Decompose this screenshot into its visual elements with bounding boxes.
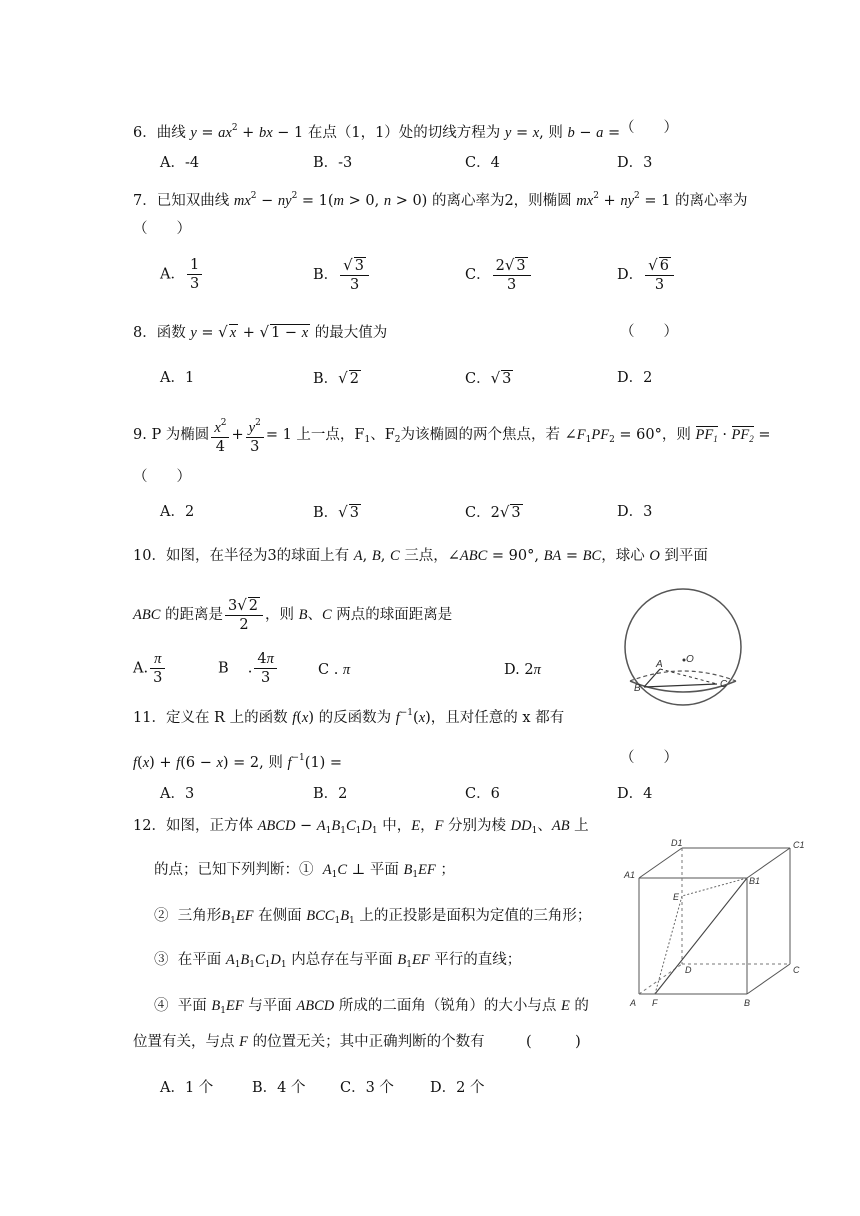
q9-paren: （ ） bbox=[133, 469, 191, 485]
q8-paren: （ ） bbox=[620, 324, 678, 340]
q6-paren: （ ） bbox=[620, 120, 678, 136]
q9-option-a: A．2 bbox=[160, 504, 195, 520]
q10-stem-line2: ABC 的距离是 $\frac{3√ 2}{2}$ ，则 B、C 两点的球面距离是 bbox=[133, 596, 453, 633]
q10-option-c: C . π bbox=[318, 662, 351, 678]
q11-option-c: C．6 bbox=[465, 786, 500, 802]
q11-option-b: B．2 bbox=[313, 786, 348, 802]
q7-option-d: D． $\frac{√ 6}{3}$ bbox=[617, 256, 676, 294]
q6-option-d: D．3 bbox=[617, 155, 653, 171]
q6-option-c: C．4 bbox=[465, 155, 500, 171]
q11-option-d: D．4 bbox=[617, 786, 653, 802]
label-a: A bbox=[656, 659, 663, 670]
label-d: D bbox=[685, 965, 692, 975]
q8-option-c: C．√ 3 bbox=[465, 369, 512, 387]
label-e: E bbox=[673, 892, 680, 902]
q7-option-b: B． $\frac{√ 3}{3}$ bbox=[313, 256, 371, 294]
q9-stem: 9. P 为椭圆 $\frac{x^2}{4}$ + $\frac{y^2}{3}$ = 1 上一点，$F_1$、$F_2$为该椭圆的两个焦点，若 $\angle F_1PF_2 = 60^\circ$，则 $PF_1 \cdot PF_2$ = bbox=[133, 414, 771, 456]
q9-option-d: D．3 bbox=[617, 504, 653, 520]
segment-e-f bbox=[655, 896, 682, 994]
q12-line4: ③ 在平面 $A_1B_1C_1D_1$ 内总存在与平面 $B_1EF$ 平行的直线； bbox=[154, 952, 522, 970]
label-f: F bbox=[652, 998, 658, 1008]
sphere-figure bbox=[622, 585, 744, 710]
label-d1: D1 bbox=[671, 838, 683, 848]
segment-b1-f bbox=[655, 878, 747, 994]
q8-stem: 8．函数 y = √ x + √ 1 − x 的最大值为 bbox=[133, 323, 388, 341]
q8-option-b: B．√ 2 bbox=[313, 369, 359, 387]
label-c: C bbox=[720, 679, 728, 690]
q10-option-d: D. 2π bbox=[504, 662, 541, 678]
q7-stem: 7．已知双曲线 $mx^2 - ny^2 = 1(m > 0$, n > 0) 的离心率为2，则椭圆 $mx^2 + ny^2 = 1$ 的离心率为 bbox=[133, 191, 748, 209]
label-b: B bbox=[744, 998, 751, 1008]
q7-option-c: C． $\frac{2√ 3}{3}$ bbox=[465, 256, 533, 294]
q8-option-d: D．2 bbox=[617, 370, 653, 386]
segment-bc bbox=[644, 684, 717, 687]
q6-stem: 6．曲线 $y = ax^2$ + bx − 1 在点（1，1）处的切线方程为 y = x, 则 b − a = bbox=[133, 123, 621, 141]
q10-stem-line1: 10．如图，在半径为3的球面上有 A, B, C 三点，∠ABC = 90°, BA = BC，球心 O 到平面 bbox=[133, 548, 708, 564]
q10-option-a: A. $\frac{\pi}{3}$ bbox=[133, 650, 167, 687]
q12-line3: ② 三角形$B_1EF$ 在侧面 $BCC_1B_1$ 上的正投影是面积为定值的三角形； bbox=[154, 908, 592, 926]
q12-paren: ( ) bbox=[526, 1034, 581, 1050]
q8-option-a: A．1 bbox=[160, 370, 195, 386]
q12-option-a: A．1 个 bbox=[160, 1080, 214, 1096]
q7-paren: （ ） bbox=[133, 221, 191, 237]
q11-option-a: A．3 bbox=[160, 786, 195, 802]
label-c1: C1 bbox=[793, 840, 805, 850]
cube-figure bbox=[622, 834, 812, 1014]
label-a: A bbox=[630, 998, 637, 1008]
q12-line1: 12．如图，正方体 ABCD − $A_1B_1C_1D_1$ 中，E，F 分别为棱 $DD_1$、AB 上 bbox=[133, 818, 589, 836]
label-b: B bbox=[634, 683, 641, 694]
label-o: O bbox=[686, 654, 694, 665]
q12-line5: ④ 平面 $B_1EF$ 与平面 ABCD 所成的二面角（锐角）的大小与点 E 的 bbox=[154, 998, 589, 1016]
q12-line2: 的点；已知下列判断：① $A_1C$ ⊥ 平面 $B_1EF$ ； bbox=[154, 862, 455, 880]
segment-ab bbox=[644, 669, 660, 687]
edge-a1-d1 bbox=[639, 848, 682, 878]
label-a1: A1 bbox=[624, 870, 636, 880]
q12-option-c: C．3 个 bbox=[340, 1080, 394, 1096]
q12-option-d: D．2 个 bbox=[430, 1080, 485, 1096]
q6-option-a: A．-4 bbox=[160, 155, 200, 171]
edge-b1-c1 bbox=[747, 848, 790, 878]
q11-stem-line1: 11．定义在 R 上的函数 f(x) 的反函数为 $f^{-1}(x)$，且对任意的 x 都有 bbox=[133, 708, 565, 726]
q12-option-b: B．4 个 bbox=[252, 1080, 306, 1096]
q12-line6: 位置有关，与点 F 的位置无关；其中正确判断的个数有 bbox=[133, 1034, 485, 1050]
q9-option-b: B．√ 3 bbox=[313, 503, 359, 521]
q9-option-c: C．2√ 3 bbox=[465, 503, 521, 521]
q6-option-b: B．-3 bbox=[313, 155, 353, 171]
q7-option-a: A． $\frac{1}{3}$ bbox=[160, 256, 204, 293]
segment-b1-e bbox=[682, 878, 747, 896]
edge-b-c bbox=[747, 964, 790, 994]
q11-paren: （ ） bbox=[620, 750, 678, 766]
q10-option-b: B . $\frac{4\pi}{3}$ bbox=[218, 650, 279, 687]
q11-stem-line2: f(x) + f(6 − x) = 2, 则 $f^{-1}(1)$ = bbox=[133, 753, 343, 771]
label-c: C bbox=[793, 965, 800, 975]
label-b1: B1 bbox=[749, 876, 761, 886]
